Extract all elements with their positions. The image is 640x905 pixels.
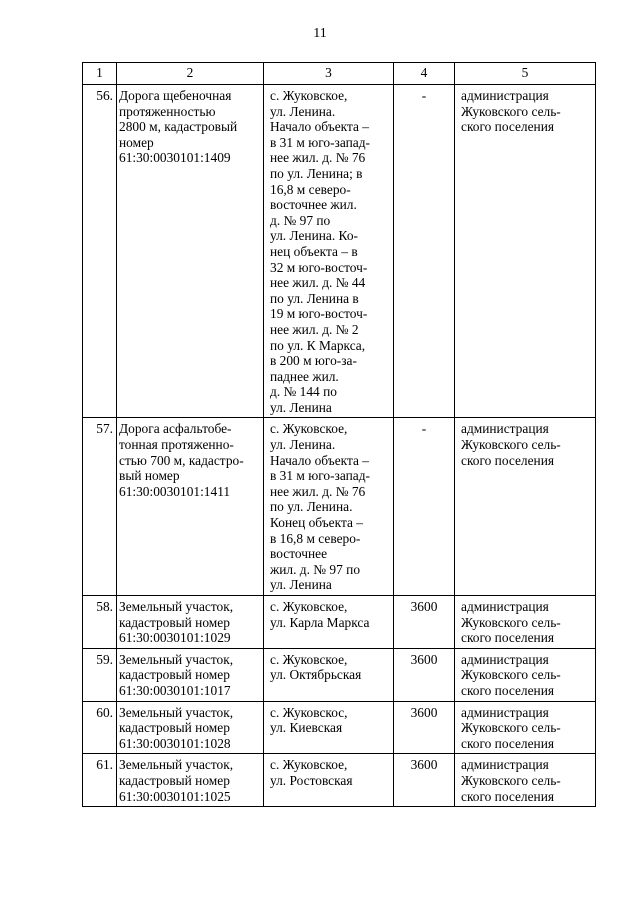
table-row bbox=[83, 754, 596, 807]
object-name-cell: Дорога щебеночная протяженностью 2800 м, кадастровый номер 61:30:0030101:1409 bbox=[117, 85, 264, 418]
area-cell: - bbox=[394, 85, 455, 418]
owner-cell: администрация Жуковского сель- ского поселения bbox=[455, 418, 596, 596]
row-number-cell: 57. bbox=[83, 418, 117, 596]
row-number-cell: 56. bbox=[83, 85, 117, 418]
owner-cell: администрация Жуковского сель- ского поселения bbox=[455, 648, 596, 701]
object-name-cell: Дорога асфальтобе- тонная протяженно- стью 700 м, кадастро- вый номер 61:30:0030101:1411 bbox=[117, 418, 264, 596]
column-number-cell: 2 bbox=[117, 63, 264, 85]
table-row bbox=[83, 596, 596, 649]
column-number-cell: 1 bbox=[83, 63, 117, 85]
column-number-cell: 3 bbox=[264, 63, 394, 85]
column-number-cell: 5 bbox=[455, 63, 596, 85]
area-cell: 3600 bbox=[394, 754, 455, 807]
address-cell: с. Жуковскос, ул. Киевская bbox=[264, 701, 394, 754]
address-cell: с. Жуковское, ул. Ленина. Начало объекта – в 31 м юго-запад- нее жил. д. № 76 по ул. Ленина; в 16,8 м северо- восточнее жил. д. № 97 по ул. Ленина. Ко- нец объекта – в 32 м юго-восточ- нее жил. д. № 44 по ул. Ленина в 19 м юго-восточ- нее жил. д. № 2 по ул. К Маркса, в 200 м юго-за- паднее жил. д. № 144 по ул. Ленина bbox=[264, 85, 394, 418]
table-row bbox=[83, 648, 596, 701]
area-cell: 3600 bbox=[394, 596, 455, 649]
column-number-cell: 4 bbox=[394, 63, 455, 85]
owner-cell: администрация Жуковского сель- ского поселения bbox=[455, 754, 596, 807]
row-number-cell: 58. bbox=[83, 596, 117, 649]
owner-cell: администрация Жуковского сель- ского поселения bbox=[455, 85, 596, 418]
address-cell: с. Жуковское, ул. Октябрьская bbox=[264, 648, 394, 701]
row-number-cell: 61. bbox=[83, 754, 117, 807]
area-cell: - bbox=[394, 418, 455, 596]
object-name-cell: Земельный участок, кадастровый номер 61:30:0030101:1017 bbox=[117, 648, 264, 701]
address-cell: с. Жуковское, ул. Карла Маркса bbox=[264, 596, 394, 649]
area-cell: 3600 bbox=[394, 701, 455, 754]
address-cell: с. Жуковское, ул. Ростовская bbox=[264, 754, 394, 807]
object-name-cell: Земельный участок, кадастровый номер 61:30:0030101:1025 bbox=[117, 754, 264, 807]
object-name-cell: Земельный участок, кадастровый номер 61:30:0030101:1029 bbox=[117, 596, 264, 649]
address-cell: с. Жуковское, ул. Ленина. Начало объекта – в 31 м юго-запад- нее жил. д. № 76 по ул. Ленина. Конец объекта – в 16,8 м северо- восточнее жил. д. № 97 по ул. Ленина bbox=[264, 418, 394, 596]
owner-cell: администрация Жуковского сель- ского поселения bbox=[455, 701, 596, 754]
page-number: 11 bbox=[313, 26, 327, 41]
row-number-cell: 59. bbox=[83, 648, 117, 701]
table-row bbox=[83, 701, 596, 754]
table-row bbox=[83, 418, 596, 596]
column-number-row bbox=[83, 63, 596, 85]
property-registry-table bbox=[82, 62, 596, 807]
object-name-cell: Земельный участок, кадастровый номер 61:30:0030101:1028 bbox=[117, 701, 264, 754]
area-cell: 3600 bbox=[394, 648, 455, 701]
owner-cell: администрация Жуковского сель- ского поселения bbox=[455, 596, 596, 649]
table-row bbox=[83, 85, 596, 418]
row-number-cell: 60. bbox=[83, 701, 117, 754]
